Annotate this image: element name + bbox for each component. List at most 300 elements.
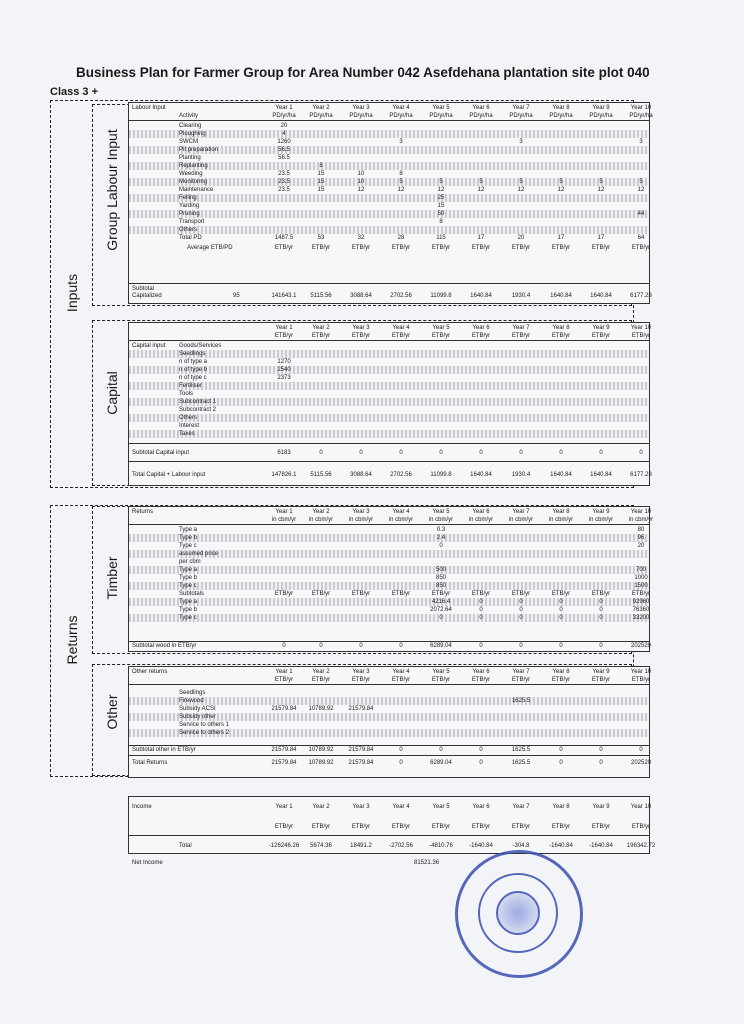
other-row [129,697,649,705]
labour-row-cell: 64 [637,235,645,241]
timber-row [129,542,649,550]
timber-year-heading: Year 6 [472,509,490,515]
net-income-value: 81521.36 [414,860,440,866]
other-year-heading: Year 5 [432,669,450,675]
other-row-cell: 1625.5 [511,698,531,704]
labour-header-years [129,104,652,112]
timber-subtotal-cell: 0 [319,643,323,649]
timber-table [128,506,654,652]
labour-subtotal-cell: 6177.28 [630,293,652,299]
timber-row-cell: ETB/yr [551,591,571,597]
timber-row-cell: 0 [519,599,523,605]
other-total-label: Total Returns [132,760,168,766]
labour-row-cell: 4 [282,131,286,137]
timber-row-label: Type c [179,583,197,589]
labour-average-unit: ETB/yr [351,245,371,251]
capital-row [129,366,649,374]
income-unit: ETB/yr [274,824,294,830]
income-total-cell: -126246.26 [268,843,300,849]
labour-average-unit: ETB/yr [431,245,451,251]
timber-subtotal [129,642,652,650]
income-year-heading: Year 6 [472,804,490,810]
capital-total-cell: 6177.28 [630,472,652,478]
timber-row-cell: 0 [599,615,603,621]
timber-header-rule [129,524,649,525]
labour-row-cell: 28 [397,235,405,241]
labour-year-heading: Year 1 [275,105,293,111]
capital-subtotal-label: Subtotal Capital input [132,450,190,456]
timber-row-cell: 0 [599,607,603,613]
labour-row [129,234,649,242]
other-subtotal-cell: 0 [399,747,403,753]
labour-unit: PD/yr/ha [509,113,533,119]
labour-row-cell: 115 [436,235,446,241]
other-subtotal-cell: 0 [479,747,483,753]
labour-average-rule [129,283,649,284]
labour-row [129,130,649,138]
labour-subtotal-cell: 141643.1 [271,293,297,299]
capital-total-cell: 11099.8 [430,472,452,478]
other-row-label: Service to others 1 [179,722,230,728]
timber-year-heading: Year 1 [275,509,293,515]
capital-year-heading: Year 1 [275,325,293,331]
timber-row-cell: 500 [435,567,446,573]
labour-unit: PD/yr/ha [589,113,613,119]
timber-year-heading: Year 3 [352,509,370,515]
other-year-heading: Year 4 [392,669,410,675]
labour-row-cell: 5 [599,179,603,185]
capital-total-cell: 1640.84 [590,472,612,478]
labour-unit: PD/yr/ha [469,113,493,119]
timber-year-heading: Year 10 [630,509,652,515]
capital-unit: ETB/yr [471,333,491,339]
timber-row-label: assumed price [179,551,219,557]
labour-row-cell: 10 [357,171,365,177]
capital-year-heading: Year 9 [592,325,610,331]
timber-unit: in cbm/yr [388,517,414,523]
capital-total-cell: 3088.64 [350,472,372,478]
timber-row-cell: ETB/yr [311,591,331,597]
timber-subtotal-cell: 6289.04 [430,643,452,649]
timber-row-cell: 700 [635,567,646,573]
labour-average-row [129,244,649,252]
labour-subtotal-label: Capitalized [132,293,162,299]
capital-total-cell: 1930.4 [511,472,531,478]
capital-subtotal-cell: 0 [559,450,563,456]
labour-year-heading: Year 4 [392,105,410,111]
capital-year-heading: Year 10 [630,325,652,331]
timber-row-cell: ETB/yr [591,591,611,597]
other-year-heading: Year 8 [552,669,570,675]
other-unit: ETB/yr [391,677,411,683]
capital-total-cell: 147826.1 [271,472,297,478]
labour-year-heading: Year 10 [630,105,652,111]
labour-row [129,154,649,162]
labour-row [129,226,649,234]
labour-row-cell: 5 [399,179,403,185]
income-unit: ETB/yr [471,824,491,830]
labour-row-label: Pruning [179,211,200,217]
timber-row [129,558,649,566]
income-unit: ETB/yr [631,824,651,830]
labour-row-label: Yarding [179,203,200,209]
timber-row [129,590,649,598]
labour-row [129,210,649,218]
labour-row-label: Total PD [179,235,202,241]
labour-row-cell: 23.5 [278,171,290,177]
labour-table [128,102,653,304]
capital-row-label: Seedlings [179,351,206,357]
other-header-years [129,668,652,676]
other-year-heading: Year 7 [512,669,530,675]
labour-row-cell: 20 [517,235,525,241]
labour-row-cell: 12 [557,187,565,193]
income-total [129,842,656,850]
timber-row [129,582,649,590]
capital-row [129,374,649,382]
capital-subtotal-cell: 0 [519,450,523,456]
labour-row-cell: 5 [559,179,563,185]
labour-row-label: Others [179,227,198,233]
other-unit: ETB/yr [274,677,294,683]
labour-header-units [129,112,653,120]
capital-subtotal-cell: 0 [359,450,363,456]
labour-row-cell: 10 [357,179,365,185]
other-header-units [129,676,649,684]
timber-row-cell: 0 [479,607,483,613]
labour-subtotal-cell: 1640.84 [470,293,492,299]
other-total-cell: 21579.84 [348,760,374,766]
labour-row-label: SWCM [179,139,198,145]
labour-row-label: Replanting [179,163,208,169]
official-seal [455,850,583,978]
other-row [129,705,649,713]
timber-row [129,598,649,606]
capital-row [129,382,649,390]
timber-row-label: Subtotals [179,591,205,597]
other-total-cell: 202520 [630,760,652,766]
capital-unit: ETB/yr [431,333,451,339]
timber-row-cell: 0 [479,599,483,605]
timber-row-cell: 0 [439,615,443,621]
income-year-heading: Year 3 [352,804,370,810]
labour-row-cell: 5 [479,179,483,185]
capital-unit: ETB/yr [274,333,294,339]
timber-row-cell: 0 [479,615,483,621]
labour-row-cell: 17 [597,235,605,241]
labour-year-heading: Year 9 [592,105,610,111]
other-total-cell: 0 [559,760,563,766]
income-unit: ETB/yr [511,824,531,830]
group-labour-label: Group Labour Input [104,129,120,251]
class-label: Class 3 + [50,86,99,98]
timber-row-cell: 0 [559,599,563,605]
labour-row-cell: 12 [597,187,605,193]
timber-subtotal-cell: 0 [599,643,603,649]
capital-subtotal-cell: 0 [479,450,483,456]
other-returns-table [128,666,650,778]
income-total-cell: -304.8 [512,843,530,849]
other-row-cell: 21579.84 [271,706,297,712]
labour-row [129,138,649,146]
timber-row [129,574,649,582]
timber-row-cell: 20 [637,543,645,549]
labour-subtotal-value-left: 95 [233,293,240,299]
timber-row-cell: ETB/yr [511,591,531,597]
other-total-cell: 0 [399,760,403,766]
labour-row-cell: 15 [317,171,325,177]
capital-row [129,398,649,406]
other-row-label: Service to others 2 [179,730,230,736]
timber-row-cell: 0 [519,607,523,613]
labour-row-label: Clearing [179,123,202,129]
labour-row [129,162,649,170]
timber-row-cell: 0 [519,615,523,621]
labour-row-label: Felling [179,195,197,201]
labour-subtotal-cell: 1640.84 [590,293,612,299]
labour-row-cell: 44 [637,211,645,217]
timber-row-cell: 1500 [634,583,648,589]
timber-row-label: Type b [179,535,198,541]
income-total-cell: -1640.84 [589,843,613,849]
timber-row-label: Type a [179,527,198,533]
timber-subtotal-cell: 0 [359,643,363,649]
income-header-units [129,823,649,831]
income-total-cell: -1640.84 [469,843,493,849]
labour-average-unit: ETB/yr [631,245,651,251]
timber-row [129,526,649,534]
labour-average-label: Average ETB/PD [187,245,233,251]
capital-unit: ETB/yr [551,333,571,339]
capital-subtotal-cell: 6183 [277,450,291,456]
timber-row-cell: 2072.64 [430,607,452,613]
timber-row-label: Type c [179,543,197,549]
capital-row-label: Fertiliser [179,383,203,389]
income-unit: ETB/yr [591,824,611,830]
other-header-label: Other returns [132,669,168,675]
timber-row-label: Type b [179,607,198,613]
income-label: Income [132,804,152,810]
other-total [129,759,652,767]
timber-year-heading: Year 7 [512,509,530,515]
labour-row-label: Pit preparation [179,147,219,153]
timber-row-cell: 850 [435,575,446,581]
timber-subtotal-cell: 0 [519,643,523,649]
labour-row-cell: 12 [357,187,365,193]
labour-subtotal-cell: 2702.56 [390,293,412,299]
other-total-cell: 6289.04 [430,760,452,766]
other-header-rule [129,684,649,685]
capital-unit: ETB/yr [591,333,611,339]
labour-row-label: Monitoring [179,179,208,185]
income-total-cell: -4810.76 [429,843,453,849]
labour-row-label: Maintenance [179,187,214,193]
capital-table [128,322,650,486]
labour-row-cell: 12 [517,187,525,193]
capital-label: Capital [104,371,120,415]
labour-row-cell: 3 [639,139,643,145]
other-subtotal-cell: 10789.92 [308,747,334,753]
income-unit: ETB/yr [551,824,571,830]
income-header-years [129,803,652,811]
net-income-label: Net Income [132,860,163,866]
capital-header-rule [129,340,649,341]
timber-row-cell: 2.4 [436,535,446,541]
timber-label: Timber [104,556,120,600]
income-unit: ETB/yr [391,824,411,830]
timber-row-cell: 850 [435,583,446,589]
labour-row-label: Ploughing [179,131,206,137]
labour-row-cell: 17 [477,235,485,241]
capital-section [129,342,649,350]
labour-year-heading: Year 7 [512,105,530,111]
timber-subtotal-cell: 0 [399,643,403,649]
labour-row-cell: 1487.5 [274,235,294,241]
capital-row [129,422,649,430]
capital-total-rule [129,461,649,462]
labour-row-cell: 8 [439,219,443,225]
labour-row-cell: 12 [637,187,645,193]
other-total-cell: 0 [599,760,603,766]
capital-row-label: n of type b [179,367,208,373]
timber-year-heading: Year 8 [552,509,570,515]
other-label: Other [104,694,120,730]
capital-row-label: Others [179,415,198,421]
capital-year-heading: Year 5 [432,325,450,331]
other-subtotal-cell: 21579.84 [348,747,374,753]
labour-row-cell: 53 [317,235,325,241]
labour-row-label: Planting [179,155,201,161]
timber-unit: in cbm/yr [428,517,454,523]
other-row-label: Seedlings [179,690,206,696]
timber-row-cell: ETB/yr [431,591,451,597]
capital-subtotal-cell: 0 [599,450,603,456]
timber-year-heading: Year 2 [312,509,330,515]
timber-row-label: Type c [179,615,197,621]
timber-row-cell: ETB/yr [351,591,371,597]
labour-row [129,202,649,210]
timber-header-years [129,508,652,516]
other-subtotal-cell: 0 [599,747,603,753]
capital-row [129,390,649,398]
timber-row [129,566,649,574]
labour-row [129,194,649,202]
labour-row-cell: 5 [639,179,643,185]
timber-row-cell: 96 [637,535,645,541]
other-row [129,713,649,721]
other-total-cell: 0 [479,760,483,766]
labour-row-cell: 15 [317,179,325,185]
document-title: Business Plan for Farmer Group for Area Number 042 Asefdehana plantation site plot 040 [76,65,650,80]
labour-unit: PD/yr/ha [429,113,453,119]
labour-year-heading: Year 5 [432,105,450,111]
timber-row-label: Type a [179,599,198,605]
labour-subtotal-cell: 1930.4 [511,293,531,299]
income-year-heading: Year 8 [552,804,570,810]
capital-subtotal-cell: 0 [639,450,643,456]
other-row-label: Subsidy ACSI [179,706,216,712]
other-row-label: Subsidy other [179,714,216,720]
labour-row-label: Weeding [179,171,203,177]
income-year-heading: Year 7 [512,804,530,810]
capital-header-units [129,332,649,340]
timber-row-cell: ETB/yr [274,591,294,597]
labour-subtotal-cell: 11099.8 [430,293,452,299]
other-year-heading: Year 6 [472,669,490,675]
other-unit: ETB/yr [551,677,571,683]
labour-row-cell: 8 [399,171,403,177]
labour-unit: PD/yr/ha [309,113,333,119]
timber-year-heading: Year 4 [392,509,410,515]
other-unit: ETB/yr [351,677,371,683]
other-subtotal-cell: 0 [639,747,643,753]
labour-unit: PD/yr/ha [549,113,573,119]
timber-row [129,550,649,558]
timber-row-cell: 80 [637,527,645,533]
income-table [128,796,656,854]
labour-row-cell: 5 [519,179,523,185]
timber-subtotal-cell: 202520 [630,643,652,649]
capital-total-cell: 1640.84 [550,472,572,478]
capital-total-cell: 1640.84 [470,472,492,478]
timber-row-cell: 1000 [634,575,648,581]
timber-row-label: Type a [179,567,198,573]
capital-year-heading: Year 6 [472,325,490,331]
other-row [129,729,649,737]
labour-row-cell: 12 [477,187,485,193]
timber-subtotal-cell: 0 [282,643,286,649]
capital-row-label: n of type c [179,375,207,381]
capital-unit: ETB/yr [391,333,411,339]
timber-row-cell: 4216.4 [431,599,451,605]
timber-row [129,614,649,622]
income-year-heading: Year 2 [312,804,330,810]
other-unit: ETB/yr [591,677,611,683]
timber-row-cell: 0 [559,615,563,621]
labour-average-unit: ETB/yr [591,245,611,251]
timber-unit: in cbm/yr [508,517,534,523]
timber-row-cell: ETB/yr [631,591,651,597]
timber-row [129,534,649,542]
labour-row [129,122,649,130]
capital-subtotal-cell: 0 [399,450,403,456]
labour-row [129,146,649,154]
capital-subtotal-rule [129,443,649,444]
labour-unit: PD/yr/ha [389,113,413,119]
capital-total-cell: 2702.56 [390,472,412,478]
other-row [129,689,649,697]
labour-row-cell: 8 [319,163,323,169]
timber-subtotal-cell: 0 [559,643,563,649]
timber-unit: in cbm/yr [548,517,574,523]
other-subtotal-label: Subtotal other in ETB/yr [132,747,196,753]
labour-row-cell: 1260 [277,139,291,145]
labour-subtotal [129,292,652,300]
capital-subtotal-cell: 0 [439,450,443,456]
capital-unit: ETB/yr [511,333,531,339]
other-row-cell: 21579.84 [348,706,374,712]
capital-section-label: Capital input [132,343,166,349]
other-total-cell: 1625.5 [511,760,531,766]
other-year-heading: Year 1 [275,669,293,675]
labour-row-cell: 15 [437,203,445,209]
income-year-heading: Year 10 [630,804,652,810]
labour-year-heading: Year 6 [472,105,490,111]
timber-year-heading: Year 5 [432,509,450,515]
income-rule [129,835,649,836]
labour-average-unit: ETB/yr [311,245,331,251]
timber-unit: in cbm/yr [628,517,654,523]
